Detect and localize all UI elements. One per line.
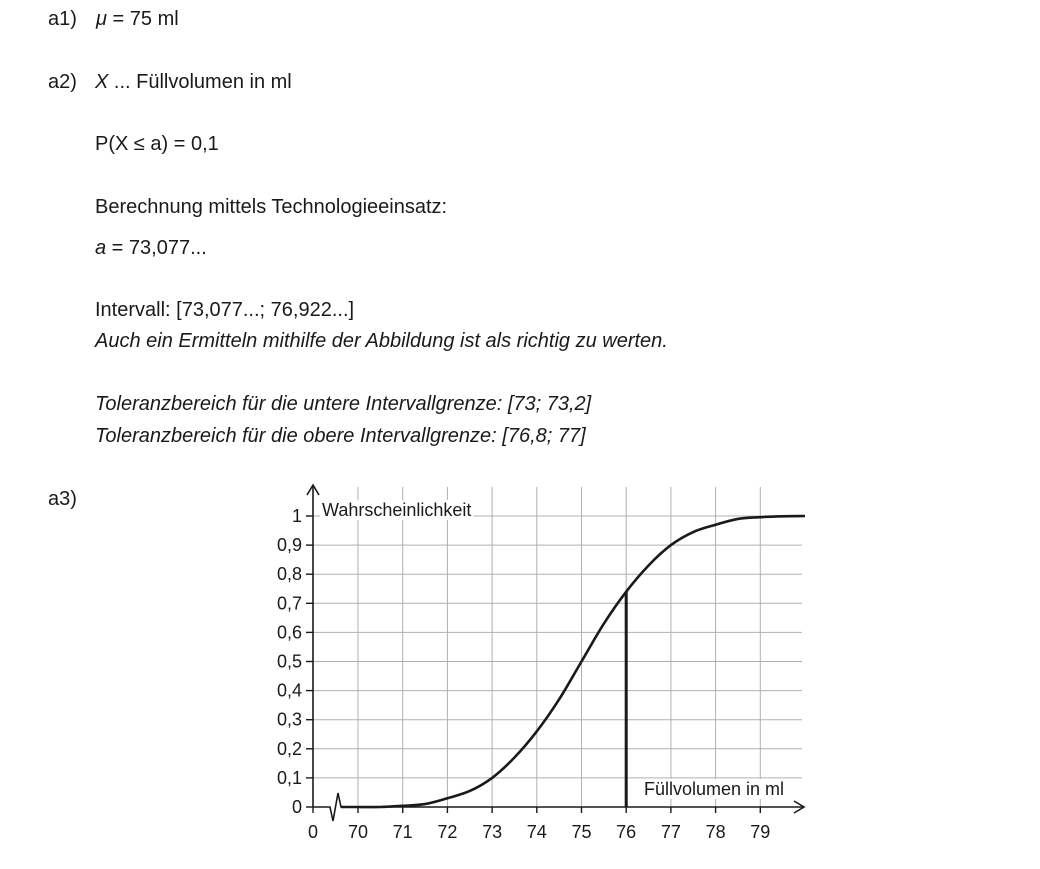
y-tick-label: 1	[291, 506, 302, 526]
x-tick-label: 79	[750, 822, 771, 842]
mu-symbol: μ	[96, 8, 107, 30]
label-a1: a1)	[48, 8, 77, 30]
y-tick-label: 0,8	[276, 564, 302, 585]
y-tick-label: 0,9	[276, 535, 302, 556]
x-tick-label: 78	[705, 822, 726, 842]
tolerance-lower: Toleranzbereich für die untere Intervallgrenze: [73; 73,2]	[95, 393, 592, 415]
a1-mu-value: = 75 ml	[106, 8, 179, 30]
berechnung-text: Berechnung mittels Technologieeinsatz:	[95, 196, 448, 218]
x-tick-label: 77	[660, 822, 681, 842]
chart-axes	[307, 485, 804, 821]
x-tick-label: 0	[307, 822, 319, 842]
y-axis-label: Wahrscheinlichkeit	[322, 500, 472, 520]
y-tick-label: 0,4	[276, 680, 302, 701]
label-a2: a2)	[48, 71, 77, 93]
x-tick-label: 76	[616, 822, 637, 842]
variable-description: ... Füllvolumen in ml	[108, 71, 292, 93]
label-a3: a3)	[48, 488, 77, 510]
x-tick-label: 71	[392, 822, 413, 842]
figure-note: Auch ein Ermitteln mithilfe der Abbildung ist als richtig zu werten.	[95, 330, 668, 352]
y-tick-label: 0,2	[276, 738, 302, 759]
chart-grid	[313, 487, 802, 807]
a-value-number: = 73,077...	[106, 237, 207, 259]
x-axis-label: Füllvolumen in ml	[644, 779, 785, 799]
variable-x: X	[95, 71, 109, 93]
y-tick-label: 0,3	[276, 709, 302, 730]
x-tick-label: 73	[482, 822, 503, 842]
variable-a: a	[95, 237, 107, 259]
y-tick-label: 0,6	[276, 622, 302, 643]
x-tick-label: 74	[526, 822, 547, 842]
tolerance-upper: Toleranzbereich für die obere Intervallgrenze: [76,8; 77]	[95, 425, 586, 447]
y-tick-label: 0	[291, 797, 302, 817]
interval-result: Intervall: [73,077...; 76,922...]	[95, 299, 355, 321]
x-tick-label: 72	[437, 822, 458, 842]
x-tick-label: 75	[571, 822, 592, 842]
x-tick-label: 70	[347, 822, 369, 842]
y-tick-label: 0,7	[276, 593, 302, 614]
probability-equation: P(X ≤ a) = 0,1	[95, 133, 219, 155]
y-tick-label: 0,1	[276, 767, 302, 788]
y-tick-label: 0,5	[276, 651, 302, 672]
